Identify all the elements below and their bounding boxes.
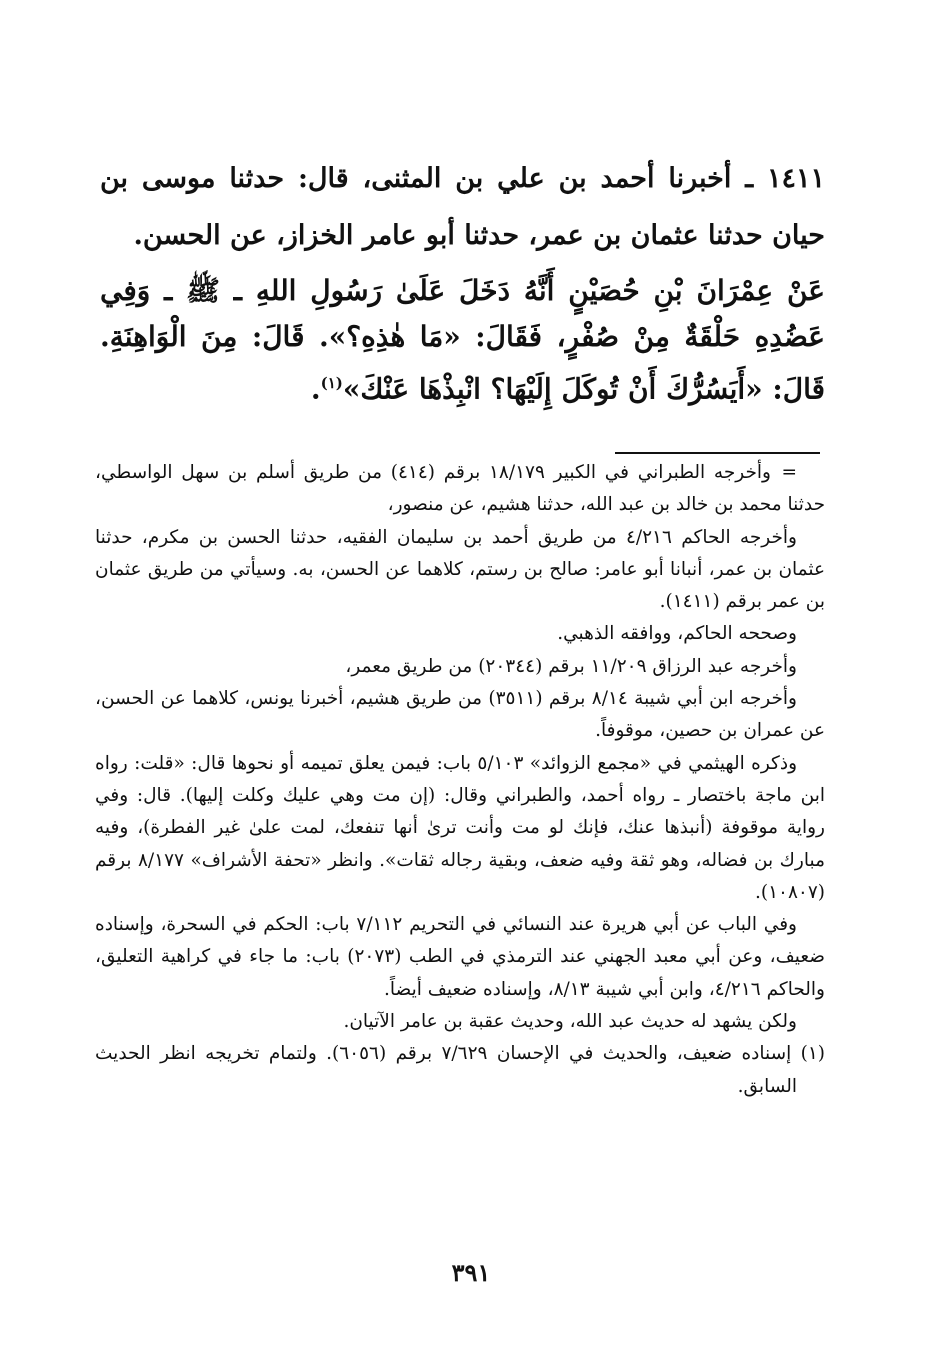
footnote-reference: (١) — [320, 374, 343, 392]
footnote-paragraph: وذكره الهيثمي في «مجمع الزوائد» ٥/١٠٣ باب: فيمن يعلق تميمه أو نحوها قال: «قلت: رواه ابن ماجة باختصار ـ رواه أحمد، والطبراني وقال: (إن مت وهي عليك وكلت إليها). قال: وفي رواية موقوفة (أنبذها عنك، فإنك لو مت وأنت ترىٰ أنها تنفعك، لمت علىٰ غير الفطرة)، وفيه مبارك بن فضاله، وهو ثقة وفيه ضعف، وبقية رجاله ثقات». وانظر «تحفة الأشراف» ٨/١٧٧ برقم (١٠٨٠٧). — [95, 752, 825, 903]
footnote-paragraph: وأخرجه الحاكم ٤/٢١٦ من طريق أحمد بن سليمان الفقيه، حدثنا الحسن بن مكرم، حدثنا عثمان بن عمر، أنبانا أبو عامر: صالح بن رستم، كلاهما عن الحسن، به. وسيأتي من طريق عثمان بن عمر برقم (١٤١١). — [95, 526, 825, 613]
page-number: ٣٩١ — [451, 1258, 491, 1287]
hadith-isnad: ١٤١١ ـ أخبرنا أحمد بن علي بن المثنى، قال: حدثنا موسى بن حيان حدثنا عثمان بن عمر، حدثنا أبو عامر الخزاز، عن الحسن. — [100, 163, 825, 251]
hadith-matn-end: . — [310, 372, 321, 406]
footnote-paragraph: ولكن يشهد له حديث عبد الله، وحديث عقبة بن عامر الآتيان. — [343, 1011, 797, 1033]
footnote-paragraph: وأخرجه عبد الرزاق ١١/٢٠٩ برقم (٢٠٣٤٤) من طريق معمر، — [345, 655, 797, 677]
footnote-paragraph: وأخرجه ابن أبي شيبة ٨/١٤ برقم (٣٥١١) من طريق هشيم، أخبرنا يونس، كلاهما عن الحسن، عن عمران بن حصين، موقوفاً. — [95, 688, 825, 742]
main-text — [100, 150, 825, 412]
footnotes — [95, 457, 825, 1103]
footnote-1-marker: (١) — [800, 1043, 825, 1065]
footnote-1 — [95, 1038, 825, 1103]
continuation-mark: = — [781, 462, 797, 483]
hadith-matn — [100, 268, 825, 412]
footnote-paragraph-text: وأخرجه الطبراني في الكبير ١٨/١٧٩ برقم (٤١٤) من طريق أسلم بن سهل الواسطي، حدثنا محمد بن خالد بن عبد الله، حدثنا هشيم، عن منصور، — [95, 462, 825, 516]
footnote-separator — [615, 452, 820, 454]
footnote-paragraph: وصححه الحاكم، ووافقه الذهبي. — [557, 623, 797, 645]
hadith-matn-text: عَنْ عِمْرَانَ بْنِ حُصَيْنٍ أَنَّهُ دَخَلَ عَلَىٰ رَسُولِ اللهِ ـ ﷺ ـ وَفِي عَضُدِهِ حَلْقَةٌ مِنْ صُفْرٍ، فَقَالَ: «مَا هٰذِهِ؟». قَالَ: مِنَ الْوَاهِنَةِ. قَالَ: «أَيَسُرُّكَ أَنْ تُوكَلَ إِلَيْهَا؟ انْبِذْهَا عَنْكَ» — [100, 274, 825, 406]
footnote-paragraph: وفي الباب عن أبي هريرة عند النسائي في التحريم ٧/١١٢ باب: الحكم في السحرة، وإسناده ضعيف، وعن أبي معبد الجهني عند الترمذي في الطب (٢٠٧٣) باب: ما جاء في كراهية التعليق، والحاكم ٤/٢١٦، وابن أبي شيبة ٨/١٣، وإسناده ضعيف أيضاً. — [95, 914, 826, 1000]
footnote-paragraph — [95, 457, 825, 522]
footnote-1-text: إسناده ضعيف، والحديث في الإحسان ٧/٦٢٩ برقم (٦٠٥٦). ولتمام تخريجه انظر الحديث السابق. — [95, 1043, 797, 1097]
